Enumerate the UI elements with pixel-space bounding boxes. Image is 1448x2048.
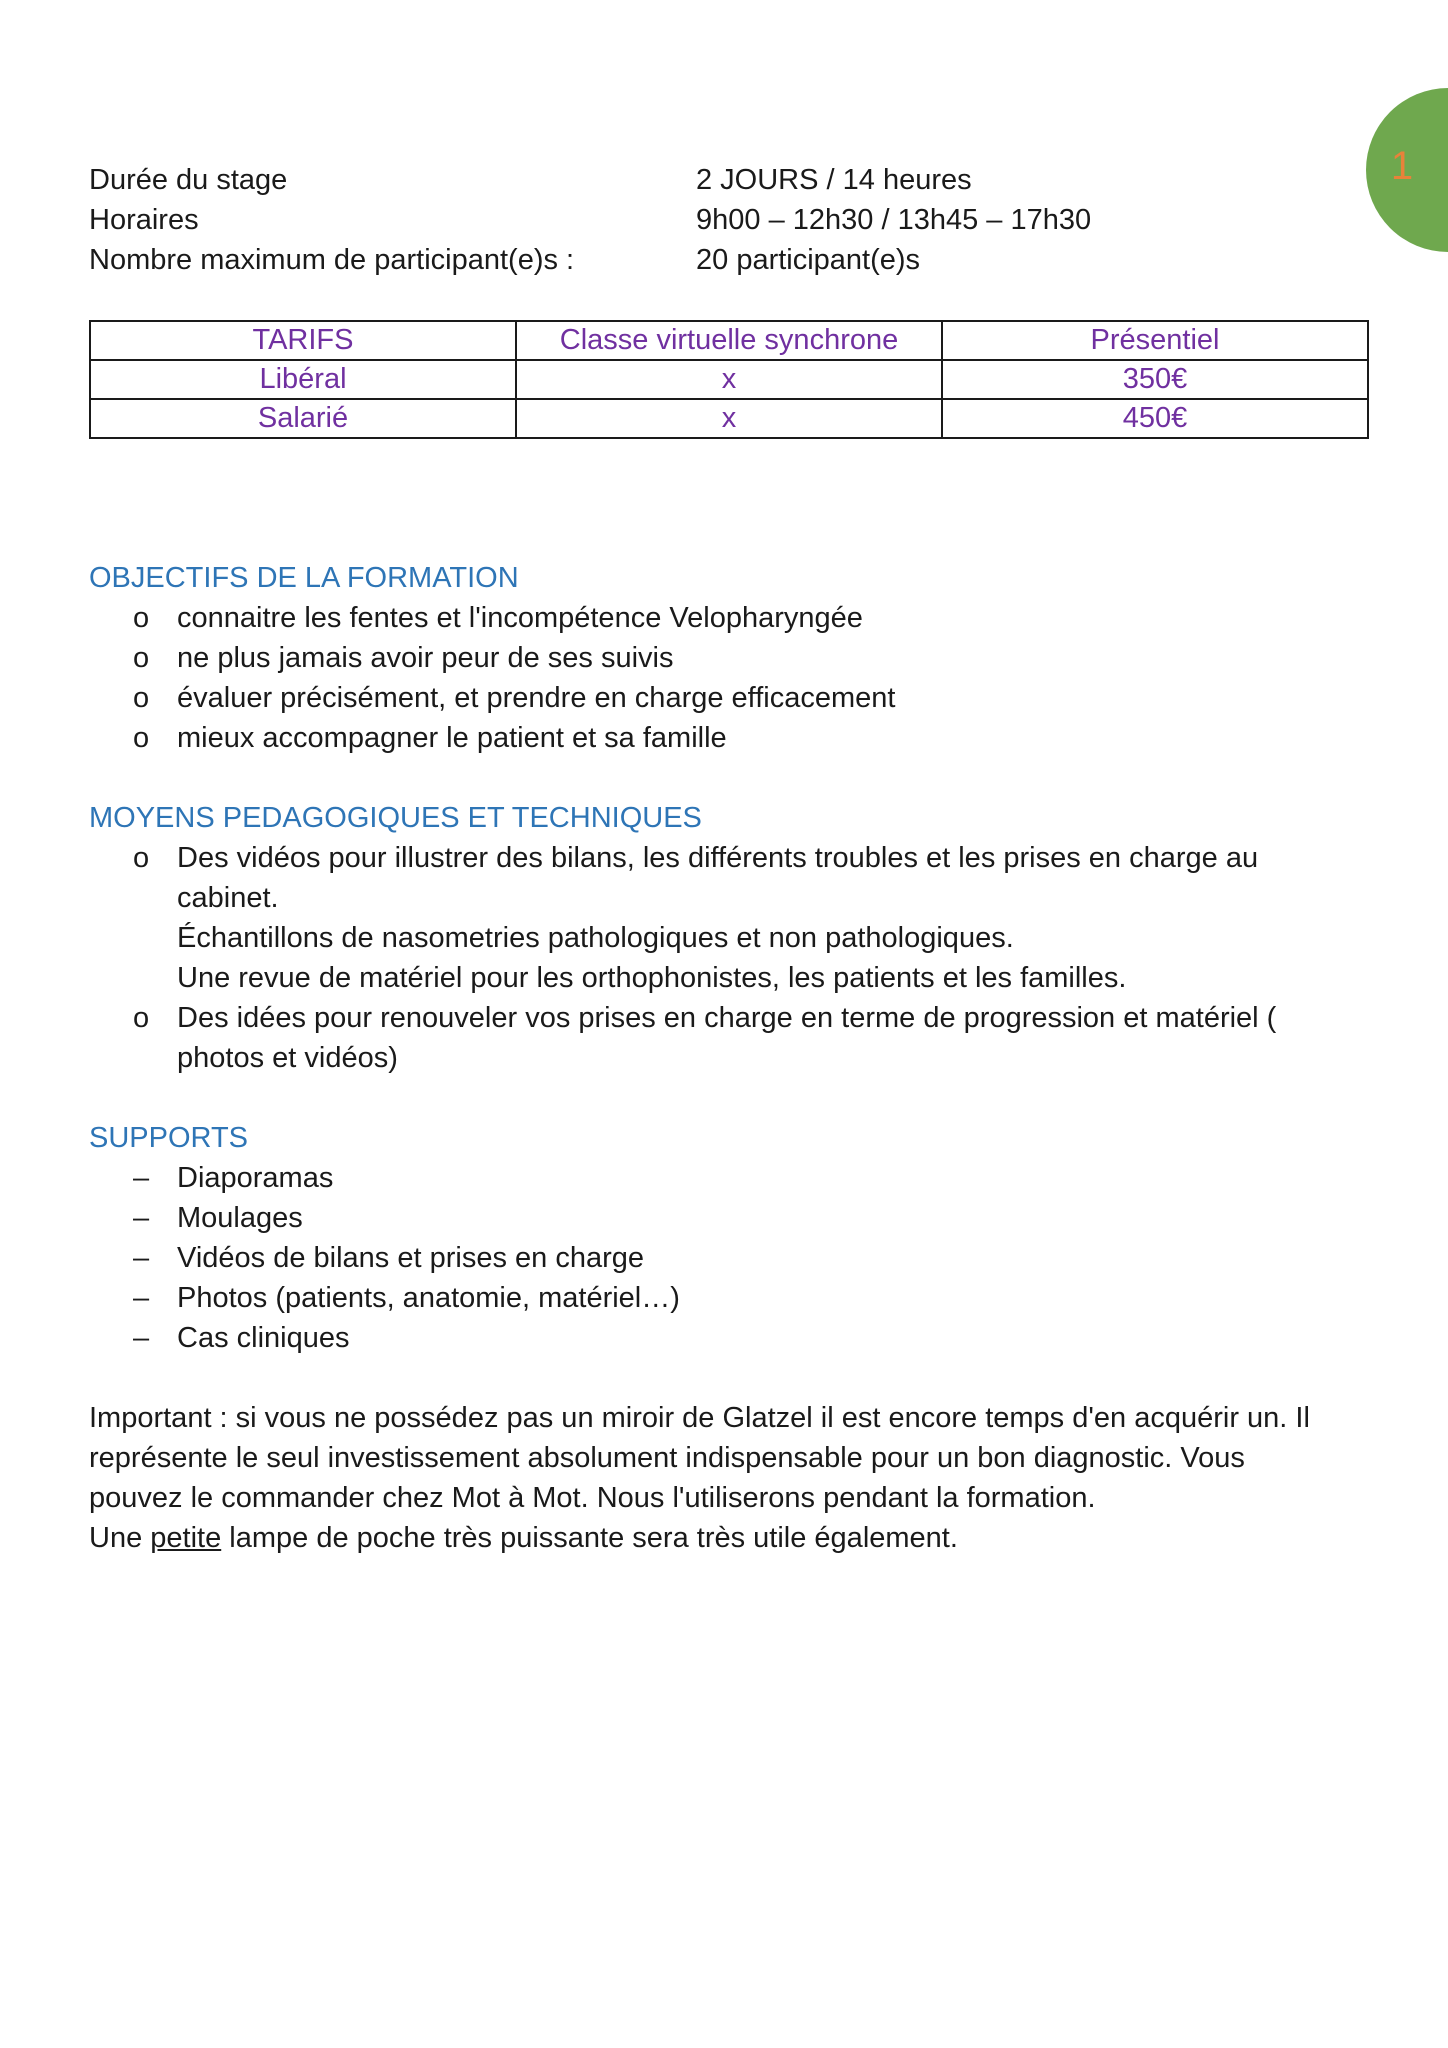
dash-marker: – [133, 1202, 150, 1234]
main-content [89, 558, 1379, 1558]
list-item [89, 1158, 1379, 1198]
bullet-marker: o [133, 602, 150, 634]
list-item-text: Vidéos de bilans et prises en charge [177, 1242, 644, 1274]
dash-marker: – [133, 1322, 150, 1354]
list-item-text: ne plus jamais avoir peur de ses suivis [177, 642, 674, 674]
list-item [89, 598, 1379, 638]
table-row [90, 399, 1368, 438]
list-item-continuation: cabinet. [177, 882, 279, 914]
list-item [89, 678, 1379, 718]
dash-marker: – [133, 1242, 150, 1274]
table-cell: 450€ [942, 399, 1368, 438]
list-item [89, 1198, 1379, 1238]
page-number: 1 [1390, 144, 1414, 188]
table-header-cell: Classe virtuelle synchrone [516, 321, 942, 360]
bullet-marker: o [133, 642, 150, 674]
table-header-cell: Présentiel [942, 321, 1368, 360]
underlined-word: petite [150, 1522, 222, 1554]
list-item-text: Des idées pour renouveler vos prises en charge en terme de progression et matériel ( [177, 1002, 1277, 1034]
list-item-text: évaluer précisément, et prendre en charge efficacement [177, 682, 896, 714]
text-fragment: Une [89, 1522, 151, 1554]
table-cell: x [516, 360, 942, 399]
info-label: Durée du stage [89, 164, 288, 196]
list-item [89, 1238, 1379, 1278]
list-item [89, 1278, 1379, 1318]
section-heading-moyens: MOYENS PEDAGOGIQUES ET TECHNIQUES [89, 802, 702, 834]
table-cell: Libéral [90, 360, 516, 399]
list-item-text: Moulages [177, 1202, 303, 1234]
section-heading-supports: SUPPORTS [89, 1122, 249, 1154]
paragraph-line [89, 1518, 1379, 1558]
important-paragraph [89, 1398, 1379, 1558]
info-value: 9h00 – 12h30 / 13h45 – 17h30 [696, 204, 1092, 236]
info-value: 2 JOURS / 14 heures [696, 164, 972, 196]
paragraph-line: Important : si vous ne possédez pas un miroir de Glatzel il est encore temps d'en acquérir un. Il [89, 1402, 1310, 1434]
dash-marker: – [133, 1162, 150, 1194]
table-header-cell: TARIFS [90, 321, 516, 360]
bullet-marker: o [133, 1002, 150, 1034]
table-cell: Salarié [90, 399, 516, 438]
list-item [89, 638, 1379, 678]
bullet-marker: o [133, 842, 150, 874]
bullet-marker: o [133, 722, 150, 754]
list-item [89, 1318, 1379, 1358]
table-header-row [90, 321, 1368, 360]
list-item-text: Des vidéos pour illustrer des bilans, les différents troubles et les prises en charge au [177, 842, 1259, 874]
list-item-continuation: Échantillons de nasometries pathologiques et non pathologiques. [177, 922, 1014, 954]
bullet-marker: o [133, 682, 150, 714]
list-item-continuation: Une revue de matériel pour les orthophonistes, les patients et les familles. [177, 962, 1127, 994]
paragraph-line: représente le seul investissement absolument indispensable pour un bon diagnostic. Vous [89, 1442, 1245, 1474]
section-heading-objectifs: OBJECTIFS DE LA FORMATION [89, 562, 519, 594]
table-cell: x [516, 399, 942, 438]
list-item-text: Photos (patients, anatomie, matériel…) [177, 1282, 680, 1314]
list-item [89, 838, 1379, 878]
info-value: 20 participant(e)s [696, 244, 921, 276]
dash-marker: – [133, 1282, 150, 1314]
list-item [89, 718, 1379, 758]
paragraph-line: pouvez le commander chez Mot à Mot. Nous l'utiliserons pendant la formation. [89, 1482, 1096, 1514]
text-fragment: lampe de poche très puissante sera très utile également. [221, 1522, 958, 1554]
table-cell: 350€ [942, 360, 1368, 399]
list-item-text: connaitre les fentes et l'incompétence Velopharyngée [177, 602, 863, 634]
list-item-continuation: photos et vidéos) [177, 1042, 398, 1074]
list-item [89, 998, 1379, 1038]
list-item-text: Cas cliniques [177, 1322, 350, 1354]
tarifs-table [89, 320, 1369, 439]
table-row [90, 360, 1368, 399]
list-item-text: Diaporamas [177, 1162, 334, 1194]
info-label: Horaires [89, 204, 199, 236]
list-item-text: mieux accompagner le patient et sa famille [177, 722, 727, 754]
info-label: Nombre maximum de participant(e)s : [89, 244, 575, 276]
